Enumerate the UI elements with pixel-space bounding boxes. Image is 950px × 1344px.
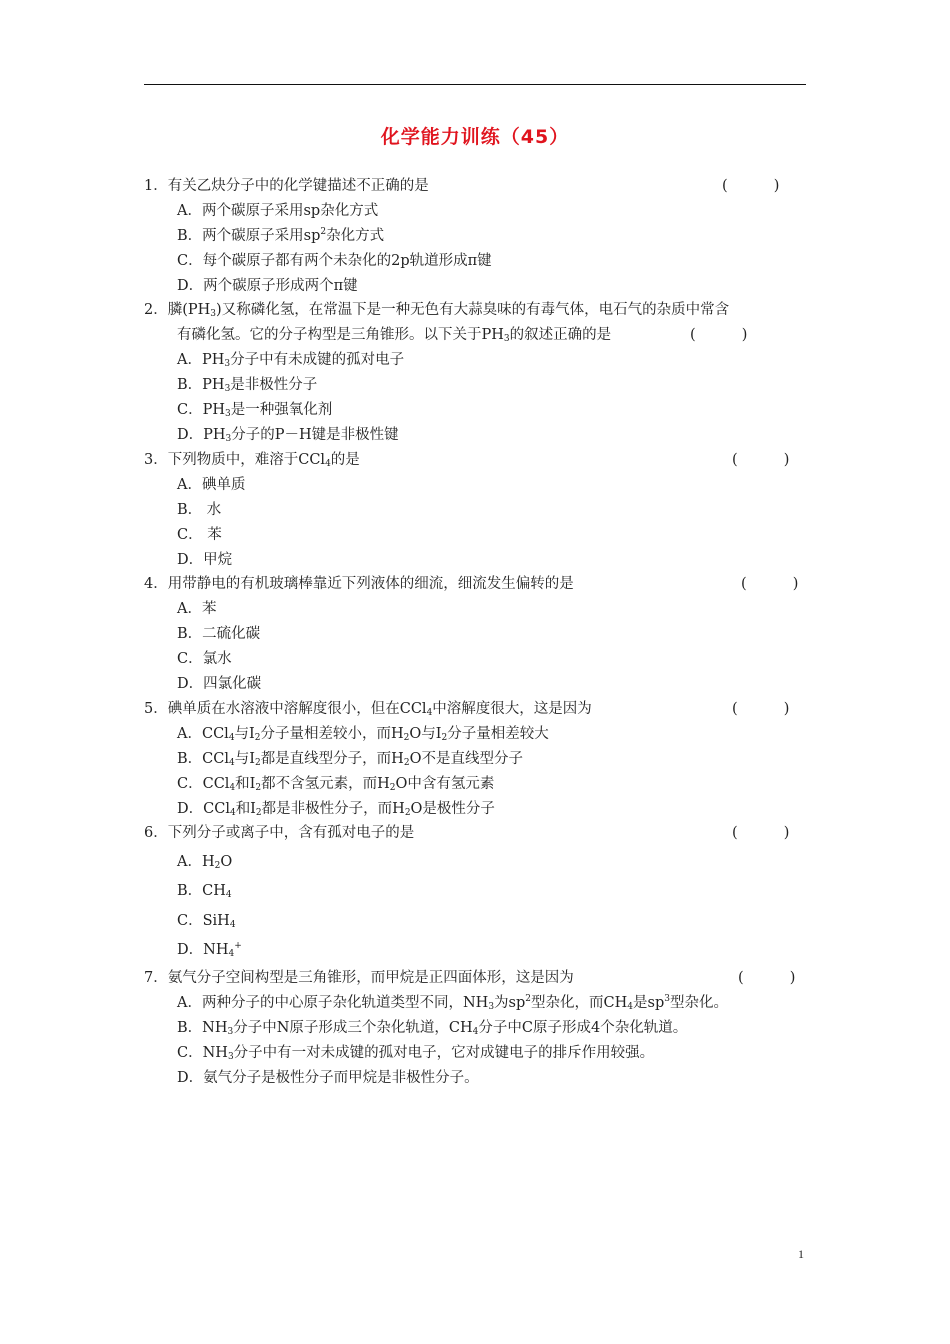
- question-2-option-d: D．$PH_3$分子的P－H键是非极性键: [177, 427, 399, 444]
- question-3-stem: 3．下列物质中，难溶于CCl$_4$的是: [144, 452, 360, 469]
- question-1-option-c: C．每个碳原子都有两个未杂化的2p轨道形成π键: [177, 253, 492, 269]
- question-6-stem: 6．下列分子或离子中，含有孤对电子的是: [144, 825, 415, 841]
- question-1-option-a: A．两个碳原子采用sp杂化方式: [177, 203, 379, 219]
- question-4-option-b: B．二硫化碳: [177, 626, 261, 642]
- question-4-option-a: A．苯: [177, 601, 217, 617]
- question-7-option-c: C．$NH_3$分子中有一对未成键的孤对电子，它对成键电子的排斥作用较强。: [177, 1045, 655, 1062]
- question-6-option-b: B．$CH_4$: [177, 883, 232, 900]
- question-5-stem: 5．碘单质在水溶液中溶解度很小，但在CCl$_4$中溶解度很大，这是因为: [144, 701, 592, 718]
- question-2-option-b: B．$PH_3$是非极性分子: [177, 377, 318, 394]
- question-6-option-c: C．SiH$_4$: [177, 913, 236, 930]
- question-5-option-a: A．CCl$_4$与$I_2$分子量相差较小，而$H_2O$与$I_2$分子量相差较大: [177, 726, 549, 743]
- question-2-stem-line-1: 2．膦$(PH_3)$又称磷化氢，在常温下是一种无色有大蒜臭味的有毒气体，电石气的杂质中常含: [144, 302, 730, 319]
- header-rule: [144, 84, 806, 85]
- question-4-option-c: C．氯水: [177, 651, 232, 667]
- question-2-option-a: A．$PH_3$分子中有未成键的孤对电子: [177, 352, 405, 369]
- question-7-option-b: B．$NH_3$分子中N原子形成三个杂化轨道，$CH_4$分子中C原子形成4个杂化轨道。: [177, 1020, 688, 1037]
- question-6-answer-blank: ( ): [732, 825, 790, 841]
- question-7-option-a: A．两种分子的中心原子杂化轨道类型不同，$NH_3$为$sp^2$型杂化，而$CH_4$是$sp^3$型杂化。: [177, 994, 728, 1012]
- question-1-answer-blank: ( ): [722, 178, 780, 194]
- question-6-option-d: D．$NH_4^+$: [177, 941, 242, 959]
- question-5-answer-blank: ( ): [732, 701, 790, 717]
- question-3-option-b: B． 水: [177, 502, 222, 518]
- question-1-option-b: B．两个碳原子采用$sp^2$杂化方式: [177, 227, 385, 244]
- question-3-option-d: D．甲烷: [177, 552, 233, 568]
- question-3-option-a: A．碘单质: [177, 477, 246, 493]
- question-5-option-b: B．CCl$_4$与$I_2$都是直线型分子，而$H_2O$不是直线型分子: [177, 751, 523, 768]
- question-2-stem-line-2: 有磷化氢。它的分子构型是三角锥形。以下关于$PH_3$的叙述正确的是: [177, 327, 612, 344]
- question-3-answer-blank: ( ): [732, 452, 790, 468]
- question-4-option-d: D．四氯化碳: [177, 676, 262, 692]
- question-1-stem: 1．有关乙炔分子中的化学键描述不正确的是: [144, 178, 429, 194]
- question-2-answer-blank: ( ): [690, 327, 748, 343]
- page-title: 化学能力训练（45）: [380, 126, 570, 148]
- question-7-option-d: D．氨气分子是极性分子而甲烷是非极性分子。: [177, 1070, 479, 1086]
- question-2-option-c: C．$PH_3$是一种强氧化剂: [177, 402, 333, 419]
- question-7-answer-blank: ( ): [738, 970, 796, 986]
- question-6-option-a: A．$H_2O$: [177, 854, 233, 871]
- question-7-stem: 7．氨气分子空间构型是三角锥形，而甲烷是正四面体形，这是因为: [144, 970, 574, 986]
- question-4-stem: 4．用带静电的有机玻璃棒靠近下列液体的细流，细流发生偏转的是: [144, 576, 574, 592]
- question-5-option-d: D．CCl$_4$和$I_2$都是非极性分子，而$H_2O$是极性分子: [177, 801, 495, 818]
- question-3-option-c: C． 苯: [177, 527, 222, 543]
- question-5-option-c: C．CCl$_4$和$I_2$都不含氢元素，而$H_2O$中含有氢元素: [177, 776, 495, 793]
- question-1-option-d: D．两个碳原子形成两个π键: [177, 278, 358, 294]
- page-number: 1: [798, 1247, 804, 1261]
- question-4-answer-blank: ( ): [741, 576, 799, 592]
